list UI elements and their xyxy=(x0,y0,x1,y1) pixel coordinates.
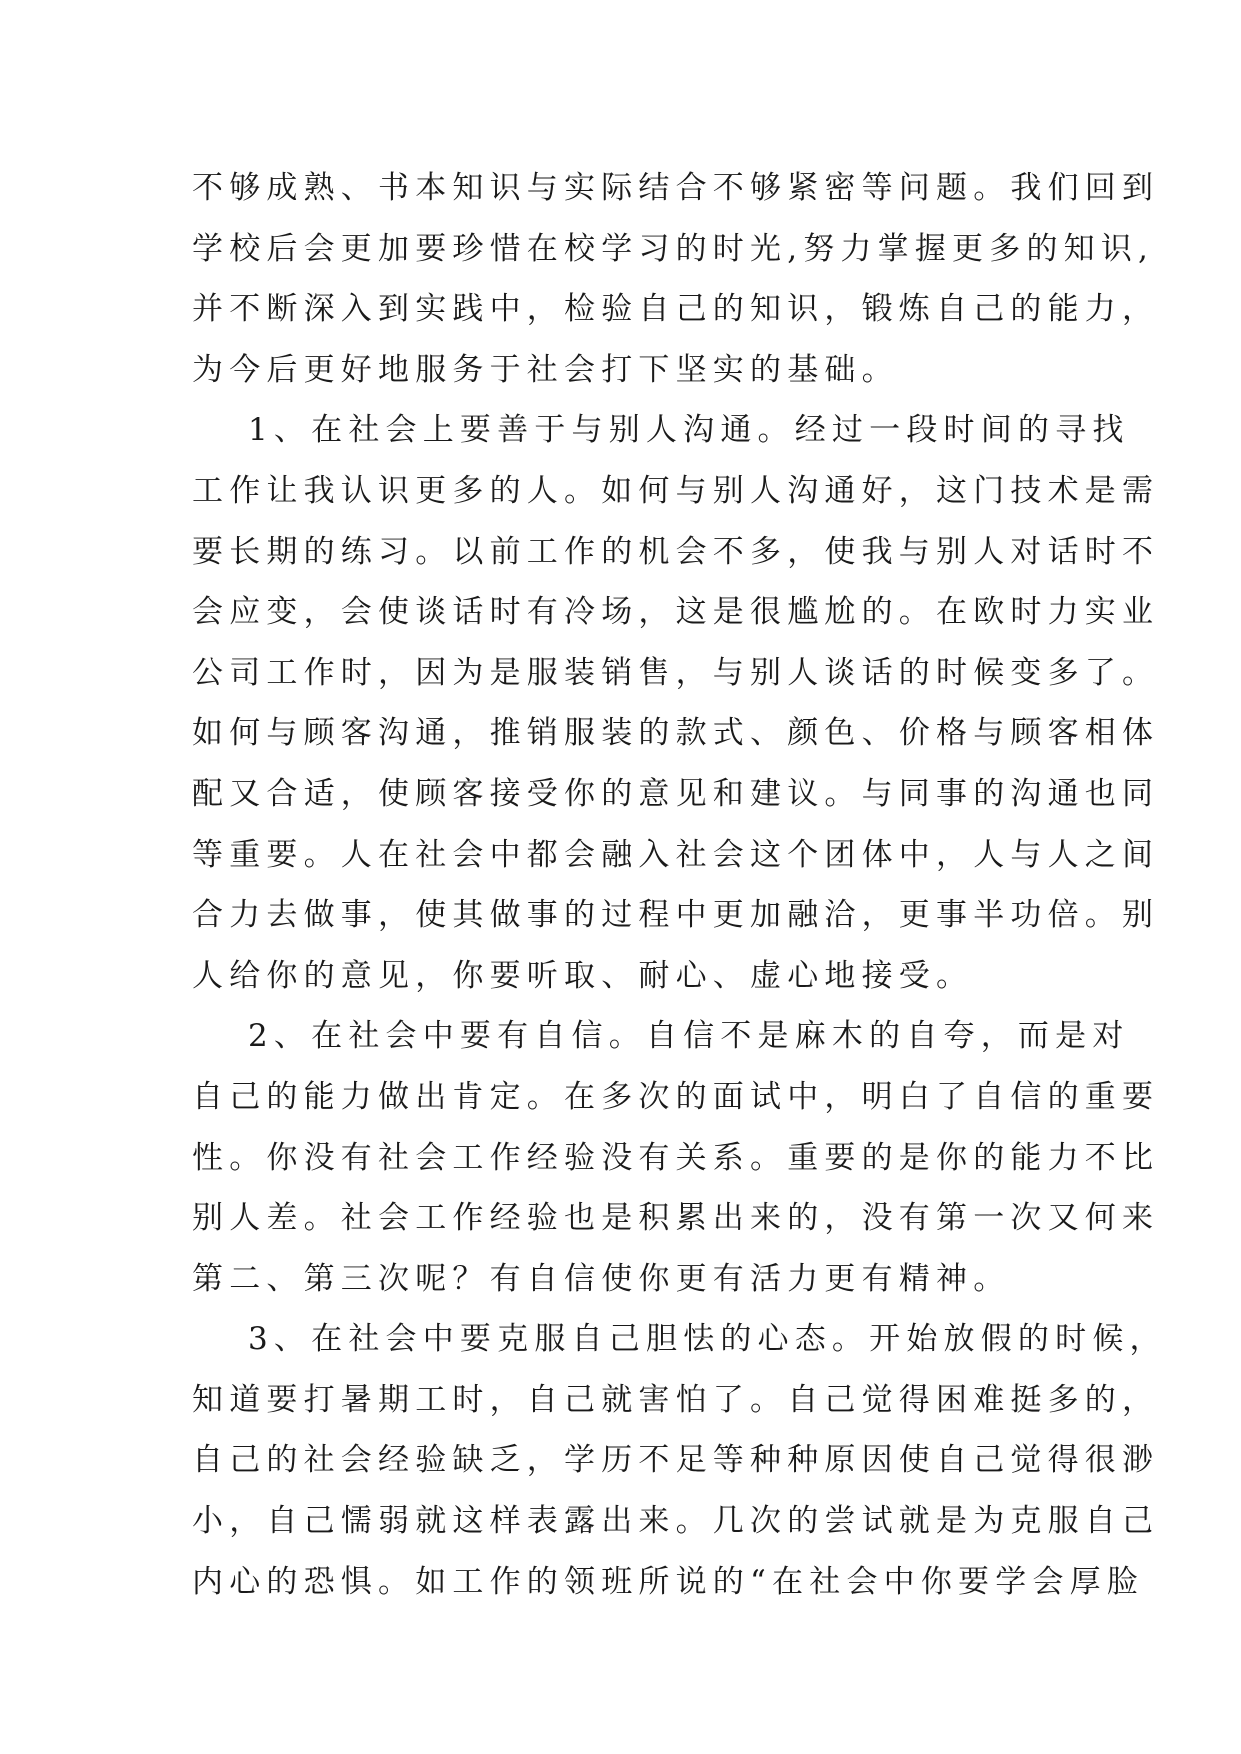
text-line: 人给你的意见，你要听取、耐心、虚心地接受。 xyxy=(192,957,974,994)
text-line: 不够成熟、书本知识与实际结合不够紧密等问题。我们回到 xyxy=(192,170,1160,206)
text-line: 会应变，会使谈话时有冷场，这是很尴尬的。在欧时力实业 xyxy=(192,594,1160,631)
text-line: 工作让我认识更多的人。如何与别人沟通好，这门技术是需 xyxy=(192,472,1160,509)
text-line: 知道要打暑期工时，自己就害怕了。自己觉得困难挺多的， xyxy=(192,1381,1160,1418)
text-line: 要长期的练习。以前工作的机会不多，使我与别人对话时不 xyxy=(192,533,1160,570)
text-line: 别人差。社会工作经验也是积累出来的，没有第一次又何来 xyxy=(192,1200,1160,1237)
paragraph-3-first-line: 3、在社会中要克服自己胆怯的心态。开始放假的时候， xyxy=(248,1321,1167,1358)
text-line: 等重要。人在社会中都会融入社会这个团体中，人与人之间 xyxy=(192,836,1160,873)
text-line: 小，自己懦弱就这样表露出来。几次的尝试就是为克服自己 xyxy=(192,1503,1160,1540)
text-line: 合力去做事，使其做事的过程中更加融洽，更事半功倍。别 xyxy=(192,897,1160,934)
body-text xyxy=(192,158,1167,1612)
text-line: 内心的恐惧。如工作的领班所说的“在社会中你要学会厚脸 xyxy=(192,1563,1145,1600)
text-line: 第二、第三次呢？有自信使你更有活力更有精神。 xyxy=(192,1260,1011,1297)
text-line: 自己的能力做出肯定。在多次的面试中，明白了自信的重要 xyxy=(192,1078,1160,1115)
text-line: 自己的社会经验缺乏，学历不足等种种原因使自己觉得很渺 xyxy=(192,1442,1160,1479)
text-line: 如何与顾客沟通，推销服装的款式、颜色、价格与顾客相体 xyxy=(192,715,1160,752)
text-line: 学校后会更加要珍惜在校学习的时光,努力掌握更多的知识, xyxy=(192,230,1155,267)
text-line: 并不断深入到实践中，检验自己的知识，锻炼自己的能力， xyxy=(192,291,1160,328)
text-line: 性。你没有社会工作经验没有关系。重要的是你的能力不比 xyxy=(192,1139,1160,1176)
text-line: 配又合适，使顾客接受你的意见和建议。与同事的沟通也同 xyxy=(192,775,1160,812)
paragraph-2-first-line: 2、在社会中要有自信。自信不是麻木的自夸，而是对 xyxy=(248,1018,1130,1055)
paragraph-1-first-line: 1、在社会上要善于与别人沟通。经过一段时间的寻找 xyxy=(248,412,1130,449)
text-line: 为今后更好地服务于社会打下坚实的基础。 xyxy=(192,351,899,388)
text-line: 公司工作时，因为是服装销售，与别人谈话的时候变多了。 xyxy=(192,654,1160,691)
